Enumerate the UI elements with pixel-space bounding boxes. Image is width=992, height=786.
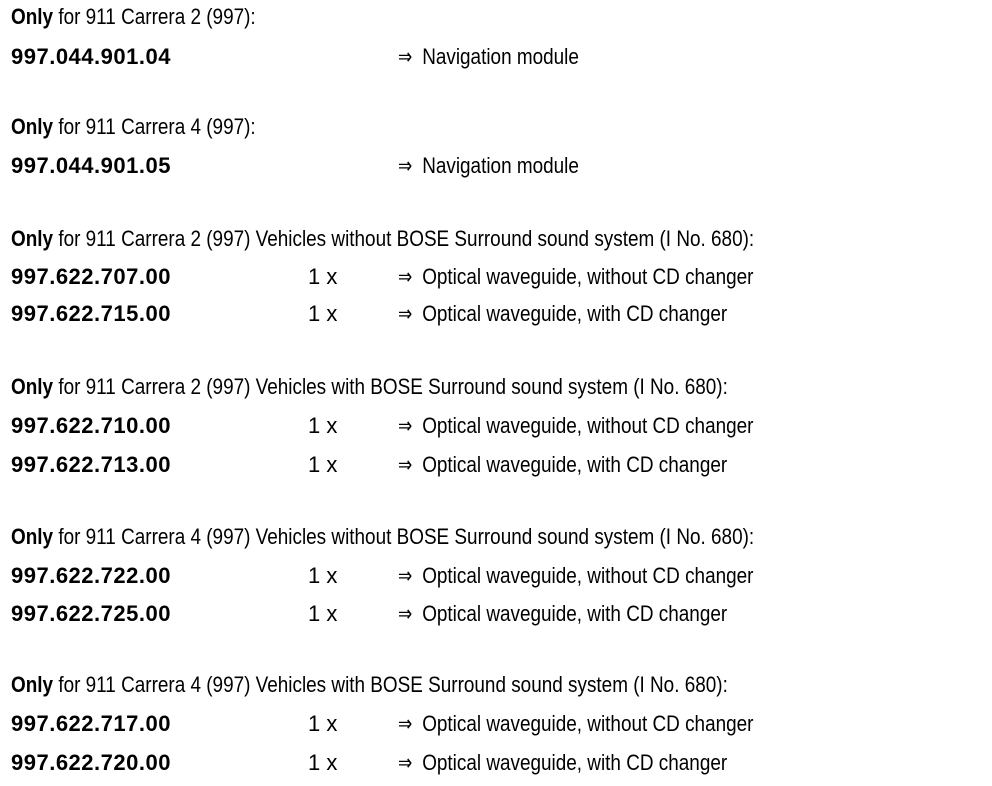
part-number: 997.622.710.00 bbox=[11, 413, 171, 438]
arrow-right-icon: ⇒ bbox=[398, 44, 413, 69]
part-description-text: Optical waveguide, without CD changer bbox=[422, 413, 754, 438]
part-row bbox=[11, 450, 986, 480]
part-number: 997.044.901.04 bbox=[11, 44, 171, 69]
part-row bbox=[11, 151, 986, 181]
part-description-text: Optical waveguide, with CD changer bbox=[422, 301, 728, 326]
part-number: 997.622.717.00 bbox=[11, 711, 171, 736]
part-number: 997.044.901.05 bbox=[11, 153, 171, 178]
part-number: 997.622.715.00 bbox=[11, 301, 171, 326]
arrow-right-icon: ⇒ bbox=[398, 711, 413, 736]
only-label: Only bbox=[11, 4, 54, 29]
part-quantity: 1 x bbox=[308, 711, 338, 736]
part-quantity: 1 x bbox=[308, 301, 338, 326]
part-quantity: 1 x bbox=[308, 452, 338, 477]
part-description-text: Optical waveguide, with CD changer bbox=[422, 452, 728, 477]
part-row bbox=[11, 561, 986, 591]
section-heading-text: for 911 Carrera 4 (997): bbox=[58, 114, 256, 139]
section-heading bbox=[11, 2, 296, 32]
arrow-right-icon: ⇒ bbox=[398, 301, 413, 326]
arrow-right-icon: ⇒ bbox=[398, 750, 413, 775]
part-description bbox=[398, 262, 811, 292]
section-heading-text: for 911 Carrera 2 (997) Vehicles with BOSE Surround sound system (I No. 680): bbox=[58, 374, 728, 399]
part-description-text: Optical waveguide, with CD changer bbox=[422, 750, 728, 775]
part-number: 997.622.725.00 bbox=[11, 601, 171, 626]
section-heading-text: for 911 Carrera 4 (997) Vehicles without BOSE Surround sound system (I No. 680): bbox=[58, 524, 755, 549]
arrow-right-icon: ⇒ bbox=[398, 153, 413, 178]
only-label: Only bbox=[11, 226, 54, 251]
part-description-text: Navigation module bbox=[422, 153, 579, 178]
section-heading-text: for 911 Carrera 4 (997) Vehicles with BOSE Surround sound system (I No. 680): bbox=[58, 672, 728, 697]
part-description bbox=[398, 151, 608, 181]
part-quantity: 1 x bbox=[308, 601, 338, 626]
part-quantity: 1 x bbox=[308, 413, 338, 438]
part-row bbox=[11, 709, 986, 739]
part-description bbox=[398, 709, 811, 739]
part-number: 997.622.722.00 bbox=[11, 563, 171, 588]
parts-list-document bbox=[11, 0, 986, 786]
section-heading bbox=[11, 372, 845, 402]
part-description-text: Navigation module bbox=[422, 44, 579, 69]
part-row bbox=[11, 262, 986, 292]
arrow-right-icon: ⇒ bbox=[398, 264, 413, 289]
section-heading bbox=[11, 224, 875, 254]
section-heading-text: for 911 Carrera 2 (997) Vehicles without BOSE Surround sound system (I No. 680): bbox=[58, 226, 755, 251]
arrow-right-icon: ⇒ bbox=[398, 413, 413, 438]
part-row bbox=[11, 411, 986, 441]
part-number: 997.622.720.00 bbox=[11, 750, 171, 775]
part-row bbox=[11, 599, 986, 629]
section-heading-text: for 911 Carrera 2 (997): bbox=[58, 4, 256, 29]
part-description bbox=[398, 299, 781, 329]
part-description bbox=[398, 748, 781, 778]
part-row bbox=[11, 748, 986, 778]
part-row bbox=[11, 42, 986, 72]
part-description-text: Optical waveguide, without CD changer bbox=[422, 711, 754, 736]
part-description bbox=[398, 42, 608, 72]
only-label: Only bbox=[11, 672, 54, 697]
part-description bbox=[398, 599, 781, 629]
part-description-text: Optical waveguide, without CD changer bbox=[422, 563, 754, 588]
part-quantity: 1 x bbox=[308, 264, 338, 289]
arrow-right-icon: ⇒ bbox=[398, 601, 413, 626]
part-description bbox=[398, 411, 811, 441]
part-row bbox=[11, 299, 986, 329]
section-heading bbox=[11, 112, 296, 142]
only-label: Only bbox=[11, 524, 54, 549]
part-description bbox=[398, 561, 811, 591]
part-description-text: Optical waveguide, with CD changer bbox=[422, 601, 728, 626]
part-quantity: 1 x bbox=[308, 563, 338, 588]
arrow-right-icon: ⇒ bbox=[398, 452, 413, 477]
part-number: 997.622.713.00 bbox=[11, 452, 171, 477]
section-heading bbox=[11, 670, 845, 700]
part-number: 997.622.707.00 bbox=[11, 264, 171, 289]
only-label: Only bbox=[11, 114, 54, 139]
only-label: Only bbox=[11, 374, 54, 399]
part-description-text: Optical waveguide, without CD changer bbox=[422, 264, 754, 289]
section-heading bbox=[11, 522, 875, 552]
part-description bbox=[398, 450, 781, 480]
part-quantity: 1 x bbox=[308, 750, 338, 775]
arrow-right-icon: ⇒ bbox=[398, 563, 413, 588]
